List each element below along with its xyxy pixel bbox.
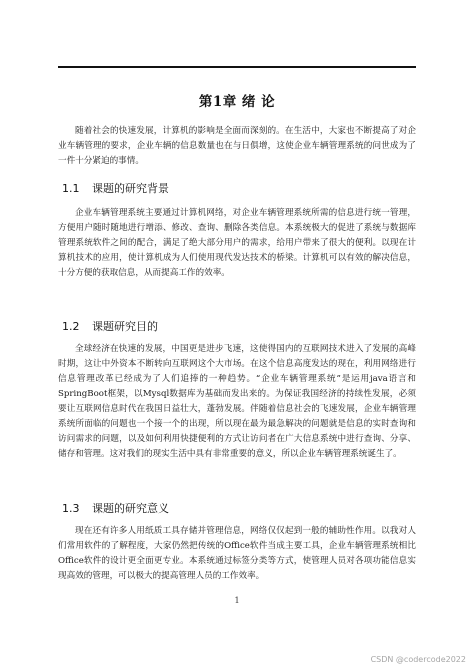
page-number: 1 — [234, 596, 240, 605]
chapter-title: 第1章 绪 论 — [198, 94, 276, 110]
section-title: 课题研究目的 — [92, 320, 158, 333]
section-number: 1.2 — [62, 320, 80, 333]
section-heading-1-3 — [62, 500, 412, 516]
watermark: CSDN @codercode2022 — [370, 655, 466, 664]
intro-paragraph: 随着社会的快速发展，计算机的影响是全面而深刻的。在生活中，大家也不断提高了对企业车辆管理的要求，企业车辆的信息数量也在与日俱增，这使企业车辆管理系统的问世成为了一件十分紧迫的事情。 — [58, 126, 416, 166]
section-number: 1.3 — [62, 502, 80, 515]
section-number: 1.1 — [62, 182, 80, 195]
header-rule — [58, 66, 416, 68]
section-title: 课题的研究背景 — [92, 182, 169, 195]
section-heading-1-2 — [62, 318, 412, 334]
section-heading-1-1 — [62, 180, 412, 196]
section-1-3-body: 现在还有许多人用纸质工具存储并管理信息，网络仅仅起到一般的辅助性作用。以我对人们常用软件的了解程度，大家仍然把传统的Office软件当成主要工具，企业车辆管理系统相比Office软件的设计更全面更专业。本系统通过标签分类等方式，使管理人员对各项功能信息实现高效的管理，可以极大的提高管理人员的工作效率。 — [58, 526, 416, 581]
section-title: 课题的研究意义 — [92, 502, 169, 515]
section-1-2-body: 全球经济在快速的发展，中国更是进步飞速，这使得国内的互联网技术进入了发展的高峰时期，这让中外资本不断转向互联网这个大市场。在这个信息高度发达的现在，利用网络进行信息管理改革已经成为了人们追捧的一种趋势。“企业车辆管理系统”是运用java语言和SpringBoot框架，以Mysql数据库为基础而发出来的。为保证我国经济的持续性发展，必须要让互联网信息时代在我国日益壮大，蓬勃发展。伴随着信息社会的飞速发展，企业车辆管理系统所面临的问题也一个接一个的出现，所以现在最为最急解决的问题就是信息的实时查询和访问需求的问题，以及如何利用快捷便利的方式让访问者在广大信息系统中进行查询、分享、储存和管理。这对我们的现实生活中具有非常重要的意义，所以企业车辆管理系统诞生了。 — [58, 344, 416, 459]
section-1-1-body: 企业车辆管理系统主要通过计算机网络，对企业车辆管理系统所需的信息进行统一管理，方便用户随时随地进行增添、修改、查询、删除各类信息。本系统极大的促进了系统与数据库管理系统软件之间的配合，满足了绝大部分用户的需求，给用户带来了很大的便利。以现在计算机技术的应用，使计算机成为人们使用现代发达技术的桥梁。计算机可以有效的解决信息，十分方便的获取信息，从而提高工作的效率。 — [58, 208, 416, 278]
